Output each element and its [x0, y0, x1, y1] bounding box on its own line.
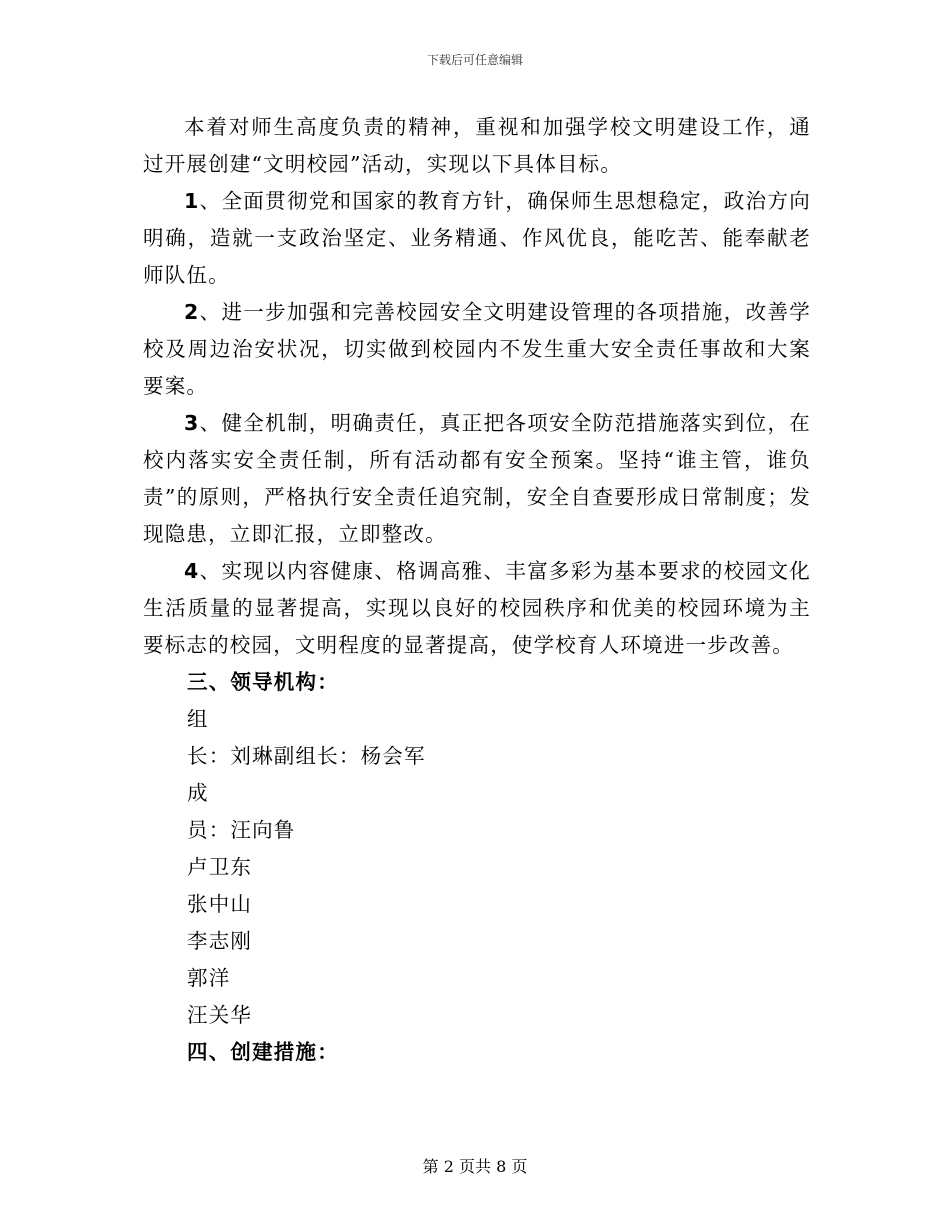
goal-paragraph-1 [143, 183, 811, 294]
goal-text: 、全面贯彻党和国家的教育方针，确保师生思想稳定，政治方向明确，造就一支政治坚定、业务精通、作风优良，能吃苦、能奉献老师队伍。 [143, 189, 811, 287]
goal-paragraph-2 [143, 294, 811, 405]
intro-paragraph: 本着对师生高度负责的精神，重视和加强学校文明建设工作，通过开展创建“文明校园”活动，实现以下具体目标。 [143, 115, 811, 176]
section-heading-measures: 四、创建措施： [187, 1040, 339, 1064]
leadership-line: 郭洋 [187, 966, 231, 990]
leadership-line: 李志刚 [187, 929, 253, 953]
goal-number: 2 [184, 300, 200, 324]
leadership-line: 员：汪向鲁 [187, 818, 296, 842]
leadership-line: 卢卫东 [187, 855, 253, 879]
leadership-line: 汪关华 [187, 1003, 253, 1027]
goal-number: 1 [184, 189, 200, 213]
goal-text: 、健全机制，明确责任，真正把各项安全防范措施落实到位，在校内落实安全责任制，所有活动都有安全预案。坚持“谁主管，谁负责”的原则，严格执行安全责任追究制，安全自查要形成日常制度；发现隐患，立即汇报，立即整改。 [143, 411, 811, 546]
leadership-line: 组 [187, 707, 209, 731]
goal-number: 4 [184, 559, 200, 583]
goal-paragraph-4 [143, 553, 811, 664]
page-number-footer: 第 2 页共 8 页 [422, 1157, 528, 1176]
leadership-line: 长：刘琳副组长：杨会军 [187, 744, 426, 768]
goal-paragraph-3 [143, 405, 811, 553]
goal-text: 、进一步加强和完善校园安全文明建设管理的各项措施，改善学校及周边治安状况，切实做到校园内不发生重大安全责任事故和大案要案。 [143, 300, 811, 398]
page-header: 下载后可任意编辑 [426, 53, 523, 67]
document-body [143, 109, 811, 1071]
goal-number: 3 [184, 411, 200, 435]
section-heading-leadership: 三、领导机构： [187, 670, 339, 694]
leadership-line: 成 [187, 781, 209, 805]
leadership-line: 张中山 [187, 892, 253, 916]
goal-text: 、实现以内容健康、格调高雅、丰富多彩为基本要求的校园文化生活质量的显著提高，实现以良好的校园秩序和优美的校园环境为主要标志的校园，文明程度的显著提高，使学校育人环境进一步改善。 [143, 559, 811, 657]
